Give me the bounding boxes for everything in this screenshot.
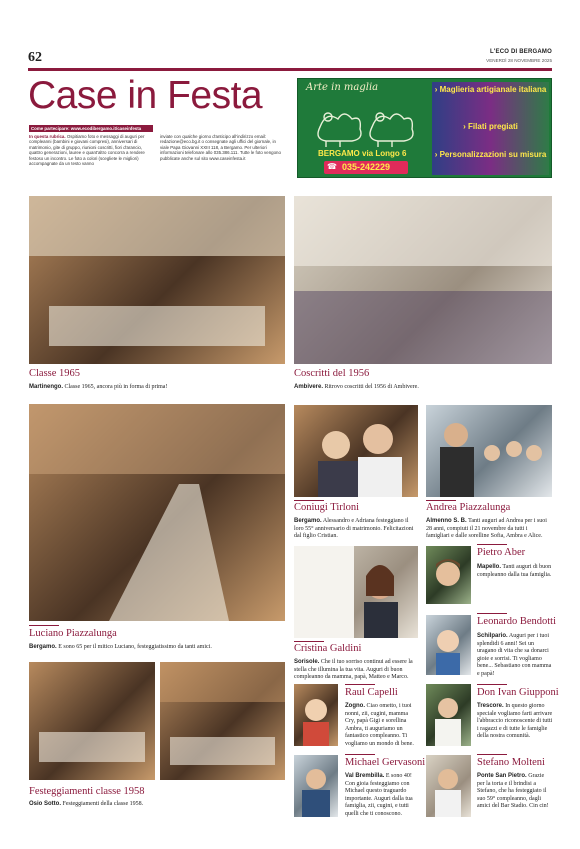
item-name: Pietro Aber [477, 547, 526, 558]
item-caption [477, 703, 553, 741]
photo-michael-gervasoni [294, 755, 338, 817]
photo-cristina-galdini [294, 546, 418, 638]
item-name: Don Ivan Giupponi [477, 687, 559, 698]
advertisement [297, 78, 552, 178]
item-name: Coniugi Tirloni [294, 502, 360, 513]
name-rule [345, 754, 375, 755]
caption-lead: Ambivere. [294, 384, 324, 390]
item-name: Raul Capelli [345, 687, 398, 698]
name-rule [345, 684, 375, 685]
name-rule [294, 500, 324, 501]
caption-lead: Schilpario. [477, 633, 508, 639]
portrait-graphic [294, 684, 338, 746]
portrait-graphic [294, 546, 418, 638]
caption-text: Grazie per la torta e il brindisi a Stefano, che ha festeggiato il suo 59° compleanno, dagli amici del Bar Stadio. Cin cin! [477, 773, 549, 810]
arrow-icon: › [463, 122, 466, 131]
name-rule [477, 684, 507, 685]
group-photo-graphic [160, 662, 285, 780]
arrow-icon: › [434, 150, 438, 159]
item-caption [294, 518, 418, 541]
photo-leonardo-bendotti [426, 615, 471, 675]
item-name: Classe 1965 [29, 368, 81, 379]
caption-lead: Bergamo. [294, 518, 322, 524]
intro-lead: In questa rubrica. [29, 134, 66, 139]
caption-lead: Ponte San Pietro. [477, 773, 527, 779]
photo-coscritti-1956 [294, 196, 552, 364]
caption-text: In questo giorno speciale vogliamo farti arrivare l'abbraccio riconoscente di tutti i ragazzi e di tutte le famiglie della nostra comunità. [477, 703, 553, 740]
photo-classe-1958-left [29, 662, 155, 780]
caption-text: E sono 40! Con gioia festeggiamo con Michael questo traguardo importante. Auguri dalla tua famiglia, zii, cugini, e tutti quelli che ti conoscono. [345, 773, 413, 817]
item-caption [294, 384, 552, 392]
caption-text: Tanti auguri di buon compleanno dalla tua famiglia. [477, 564, 552, 578]
item-caption [477, 564, 553, 579]
photo-andrea-piazzalunga [426, 405, 552, 497]
photo-raul-capelli [294, 684, 338, 746]
ad-line-2-text: Filati pregiati [468, 122, 518, 131]
ad-line-3 [434, 150, 547, 159]
item-name: Stefano Molteni [477, 757, 545, 768]
caption-lead: Zogno. [345, 703, 365, 709]
caption-lead: Val Brembilla. [345, 773, 385, 779]
portrait-graphic [426, 615, 471, 675]
caption-text: Tanti auguri ad Andrea per i suoi 28 anni, compiuti il 21 novembre da tutti i famigliari e dalle sorelline Sofia, Ambra e Alice. [426, 518, 547, 540]
ad-address: BERGAMO via Longo 6 [318, 149, 407, 158]
caption-lead: Martinengo. [29, 384, 63, 390]
photo-luciano-piazzalunga [29, 404, 285, 621]
publication-name: L'ECO DI BERGAMO [490, 49, 552, 55]
caption-text: E sono 65 per il mitico Luciano, festeggiatissimo da tanti amici. [58, 644, 212, 650]
ad-panel [432, 82, 549, 175]
item-caption [29, 644, 285, 652]
caption-text: Ritrovo coscritti del 1956 di Ambivere. [324, 384, 419, 390]
ad-line-1 [434, 85, 547, 94]
phone-icon: ☎ [327, 162, 337, 171]
portrait-graphic [294, 755, 338, 817]
portrait-graphic [426, 684, 471, 746]
ad-line-3-text: Personalizzazioni su misura [439, 150, 547, 159]
item-caption [29, 801, 285, 809]
name-rule [294, 641, 324, 642]
photo-coniugi-tirloni [294, 405, 418, 497]
intro-column-2: inviate con qualche giorno d'anticipo all'indirizzo email: redazione@eco.bg.it o consegnate agli uffici del giornale, in viale Papa Giovanni XXIII 118, a Bergamo. Per ulteriori informazioni telefonare allo 035.386.111. Tutte le foto vengono pubblicate anche sul sito www.caseinfesta.it [160, 134, 281, 161]
item-name: Michael Gervasoni [345, 757, 426, 768]
caption-lead: Trescore. [477, 703, 504, 709]
item-caption [345, 703, 419, 749]
ad-line-1-text: Maglieria artigianale italiana [439, 85, 547, 94]
caption-text: Auguri per i tuoi splendidi 6 anni! Sei un uragano di vita che sa donarci gioie e sorrisi. Ti vogliamo bene... Sebastiano con mamma e papà! [477, 633, 552, 677]
group-photo-graphic [29, 404, 285, 621]
caption-lead: Bergamo. [29, 644, 57, 650]
page-number: 62 [28, 50, 42, 65]
participate-label: Come partecipare: www.ecodibergamo.it/caseinfesta [29, 125, 153, 132]
portrait-graphic [294, 405, 418, 497]
name-rule [477, 544, 507, 545]
section-title: Case in Festa [28, 74, 263, 117]
name-rule [477, 613, 507, 614]
intro-column-1 [29, 134, 154, 166]
item-name: Festeggiamenti classe 1958 [29, 786, 145, 797]
item-name: Leonardo Bendotti [477, 616, 557, 627]
item-caption [426, 518, 552, 541]
group-photo-graphic [29, 196, 285, 364]
name-rule [426, 500, 456, 501]
publication-date: VENERDÌ 28 NOVEMBRE 2025 [486, 58, 552, 63]
caption-lead: Sorisole. [294, 659, 320, 665]
ad-shop-name: Arte in maglia [306, 82, 379, 93]
ad-phone-box [324, 161, 408, 174]
group-photo-graphic [294, 196, 552, 364]
item-name: Cristina Galdini [294, 643, 362, 654]
sheep-icon [310, 97, 420, 149]
item-name: Coscritti del 1956 [294, 368, 370, 379]
photo-classe-1958-right [160, 662, 285, 780]
portrait-graphic [426, 405, 552, 497]
caption-lead: Almenno S. B. [426, 518, 467, 524]
caption-text: Ciao ometto, i tuoi nonni, zii, cugini, mamma Cry, papà Gigi e sorellina Ambra, ti auguriamo un fantastico compleanno. Ti vogliamo un mondo di bene. [345, 703, 414, 747]
ad-phone: 035-242229 [342, 162, 391, 172]
item-caption [477, 633, 553, 679]
name-rule [29, 625, 59, 626]
intro-text: Ospitiamo foto e messaggi di auguri per compleanni (bambini e giovani compresi), anniversari di matrimonio, gite di gruppo, riunioni coscritti, fiori d'arancio, quattro generazioni, lauree e quant'altro concorra a rendere festoso un incontro. Le foto a colori (scegliete le migliori) accompagnate da un testo vanno [29, 134, 145, 167]
caption-text: Festeggiamenti della classe 1958. [62, 801, 144, 807]
item-caption [477, 773, 553, 811]
photo-stefano-molteni [426, 755, 471, 817]
caption-lead: Mapello. [477, 564, 502, 570]
caption-text: Che il tuo sorriso continui ad essere la stella che illumina la tua vita. Auguri di buon compleanno da mamma, papà, Matteo e Marco. [294, 659, 413, 681]
item-caption [29, 384, 285, 392]
photo-classe-1965 [29, 196, 285, 364]
photo-pietro-aber [426, 546, 471, 604]
header-rule [28, 68, 552, 71]
arrow-icon: › [434, 85, 438, 94]
caption-lead: Osio Sotto. [29, 801, 61, 807]
sheep-illustration [310, 97, 420, 149]
item-caption [294, 659, 418, 682]
name-rule [477, 754, 507, 755]
item-caption [345, 773, 419, 819]
portrait-graphic [426, 755, 471, 817]
caption-text: Alessandro e Adriana festeggiano il loro 55° anniversario di matrimonio. Felicitazioni dal figlio Cristian. [294, 518, 414, 540]
portrait-graphic [426, 546, 471, 604]
photo-don-ivan-giupponi [426, 684, 471, 746]
item-name: Andrea Piazzalunga [426, 502, 511, 513]
group-photo-graphic [29, 662, 155, 780]
item-name: Luciano Piazzalunga [29, 628, 117, 639]
ad-line-2 [434, 122, 547, 131]
caption-text: Classe 1965, ancora più in forma di prima! [64, 384, 168, 390]
